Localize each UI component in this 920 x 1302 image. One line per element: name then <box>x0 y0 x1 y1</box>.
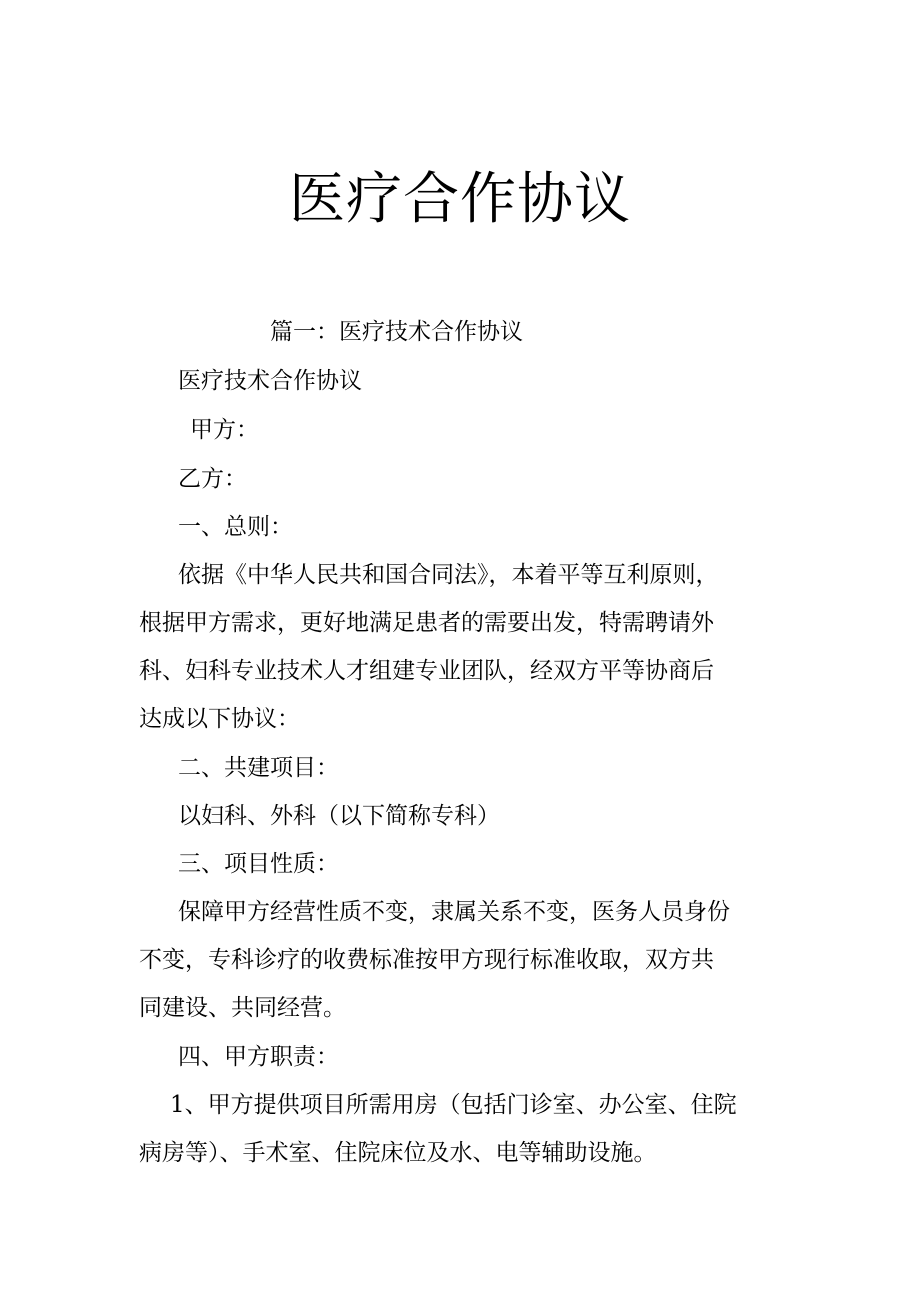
party-b-label: 乙方： <box>178 466 247 492</box>
agreement-name: 医疗技术合作协议 <box>178 368 362 394</box>
paragraph-line: 不变，专科诊疗的收费标准按甲方现行标准收取，双方共 <box>139 947 714 973</box>
paragraph-line: 依据《中华人民共和国合同法》，本着平等互利原则， <box>178 562 719 588</box>
party-a-label: 甲方： <box>190 417 259 443</box>
clause-heading-project: 二、共建项目： <box>178 755 339 781</box>
paragraph-line: 达成以下协议： <box>139 706 300 732</box>
paragraph-line: 1、甲方提供项目所需用房（包括门诊室、办公室、住院 <box>170 1092 737 1118</box>
clause-heading-party-a-duties: 四、甲方职责： <box>178 1044 339 1070</box>
section-heading: 篇一：医疗技术合作协议 <box>270 319 523 345</box>
paragraph-line: 科、妇科专业技术人才组建专业团队，经双方平等协商后 <box>139 658 714 684</box>
clause-heading-general: 一、总则： <box>178 514 293 540</box>
paragraph-line: 保障甲方经营性质不变，隶属关系不变，医务人员身份 <box>178 899 730 925</box>
paragraph-line: 病房等）、手术室、住院床位及水、电等辅助设施。 <box>139 1140 657 1166</box>
paragraph-line: 根据甲方需求，更好地满足患者的需要出发，特需聘请外 <box>139 610 714 636</box>
paragraph-line: 以妇科、外科（以下简称专科） <box>178 803 500 829</box>
clause-heading-nature: 三、项目性质： <box>178 851 339 877</box>
paragraph-line: 同建设、共同经营。 <box>139 995 346 1021</box>
document-title: 医疗合作协议 <box>289 167 631 232</box>
